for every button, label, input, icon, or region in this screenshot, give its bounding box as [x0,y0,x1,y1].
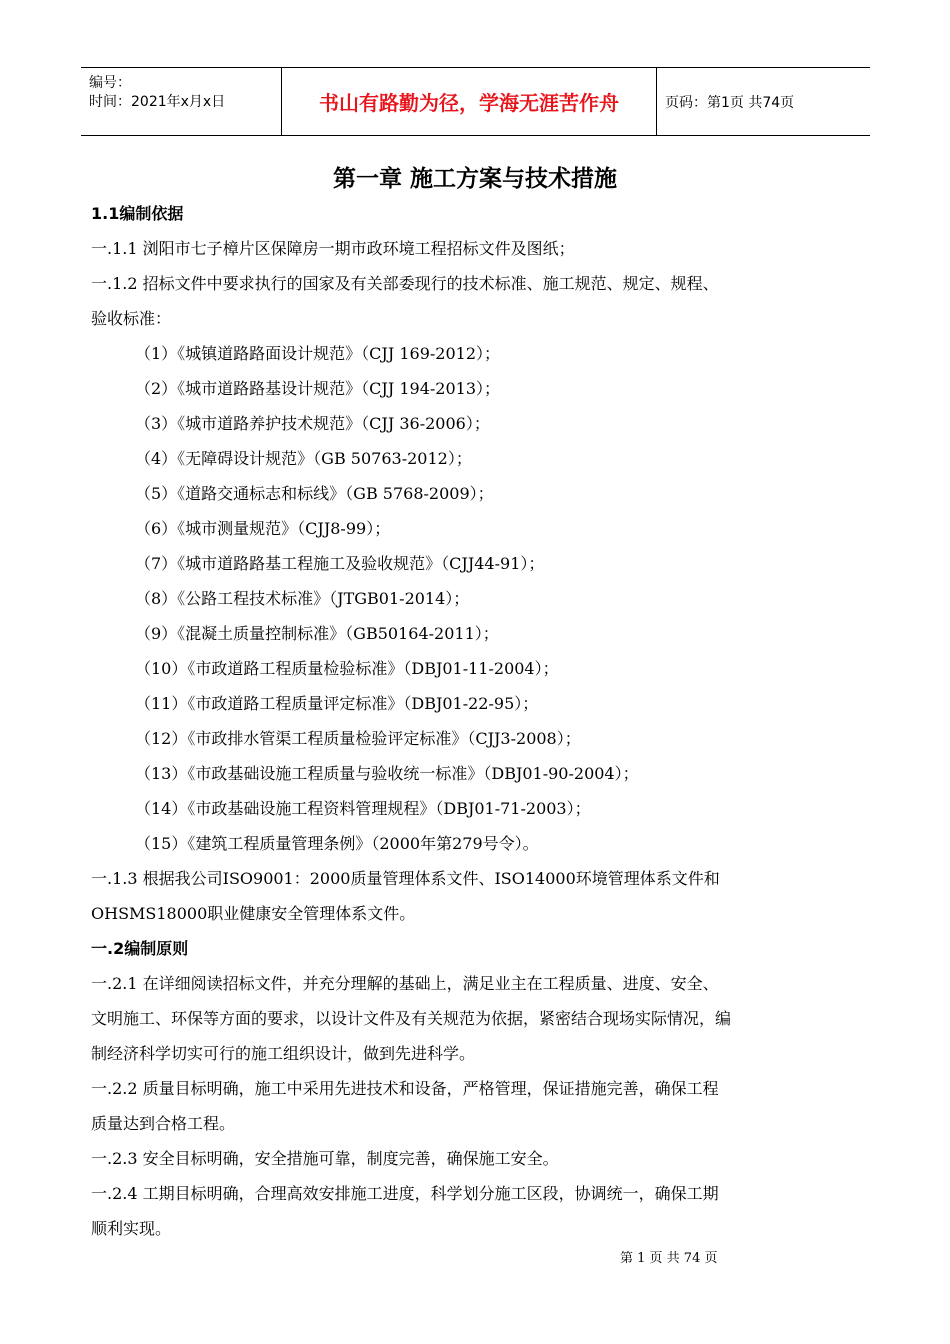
list-item: （1）《城镇道路路面设计规范》（CJJ 169-2012）； [135,344,501,363]
list-item: （12）《市政排水管渠工程质量检验评定标准》（CJJ3-2008）； [135,729,581,748]
list-item: （5）《道路交通标志和标线》（GB 5768-2009）； [135,484,494,503]
list-item: （11）《市政道路工程质量评定标准》（DBJ01-22-95）； [135,694,539,713]
page-footer: 第 1 页 共 74 页 [620,1251,718,1266]
paragraph-line: 文明施工、环保等方面的要求，以设计文件及有关规范为依据，紧密结合现场实际情况，编 [91,1009,732,1028]
section-heading: 1.1编制依据 [91,204,184,223]
paragraph-line: 质量达到合格工程。 [91,1114,236,1133]
list-item: （8）《公路工程技术标准》（JTGB01-2014）； [135,589,470,608]
motto-cell [281,68,657,135]
paragraph-line: 一.1.1 浏阳市七子樟片区保障房一期市政环境工程招标文件及图纸； [91,239,575,258]
list-item: （14）《市政基础设施工程资料管理规程》（DBJ01-71-2003）； [135,799,591,818]
paragraph-line: 一.2.3 安全目标明确，安全措施可靠，制度完善，确保施工安全。 [91,1149,559,1168]
list-item: （6）《城市测量规范》（CJJ8-99）； [135,519,391,538]
number-label: 编号： [89,75,131,91]
list-item: （9）《混凝土质量控制标准》（GB50164-2011）； [135,624,499,643]
paragraph-line: 制经济科学切实可行的施工组织设计，做到先进科学。 [91,1044,476,1063]
time-label: 时间：2021年x月x日 [89,94,226,110]
paragraph-line: 顺利实现。 [91,1219,172,1238]
header-table [81,67,870,136]
list-item: （7）《城市道路路基工程施工及验收规范》（CJJ44-91）； [135,554,545,573]
list-item: （4）《无障碍设计规范》（GB 50763-2012）； [135,449,472,468]
chapter-title: 第一章 施工方案与技术措施 [332,166,617,192]
section-heading: 一.2编制原则 [91,939,189,958]
list-item: （3）《城市道路养护技术规范》（CJJ 36-2006）； [135,414,490,433]
page-info-cell [657,68,870,135]
paragraph-line: 验收标准： [91,309,172,328]
paragraph-line: 一.2.1 在详细阅读招标文件，并充分理解的基础上，满足业主在工程质量、进度、安全、 [91,974,719,993]
list-item: （2）《城市道路路基设计规范》（CJJ 194-2013）； [135,379,501,398]
page-info-text: 页码：第1页 共74页 [665,94,795,111]
paragraph-line: 一.2.2 质量目标明确，施工中采用先进技术和设备，严格管理，保证措施完善，确保工程 [91,1079,719,1098]
list-item: （13）《市政基础设施工程质量与验收统一标准》（DBJ01-90-2004）； [135,764,639,783]
paragraph-line: 一.2.4 工期目标明确，合理高效安排施工进度，科学划分施工区段，协调统一，确保工期 [91,1184,719,1203]
header-meta-cell [81,68,281,135]
motto-text: 书山有路勤为径，学海无涯苦作舟 [319,91,619,115]
paragraph-line: 一.1.3 根据我公司ISO9001：2000质量管理体系文件、ISO14000环境管理体系文件和 [91,869,720,888]
list-item: （15）《建筑工程质量管理条例》（2000年第279号令）。 [135,834,539,853]
paragraph-line: 一.1.2 招标文件中要求执行的国家及有关部委现行的技术标准、施工规范、规定、规程、 [91,274,719,293]
list-item: （10）《市政道路工程质量检验标准》（DBJ01-11-2004）； [135,659,559,678]
paragraph-line: OHSMS18000职业健康安全管理体系文件。 [91,904,416,923]
